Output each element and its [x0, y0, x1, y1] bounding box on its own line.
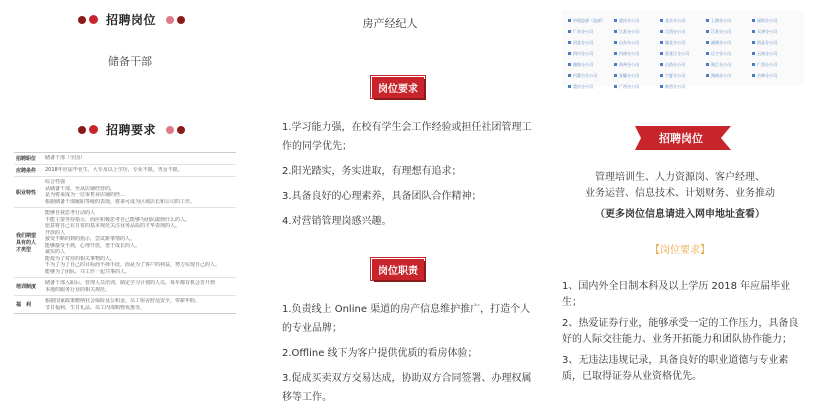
badge-label: 岗位职责 — [372, 259, 424, 280]
branch-link-label: 重庆分公司 — [573, 83, 593, 89]
branch-link-label: 浙江分公司 — [711, 61, 731, 67]
square-bullet-icon — [660, 30, 663, 33]
list-item: 1.学习能力强，在校有学生会工作经验或担任社团管理工作的同学优先； — [282, 122, 532, 152]
branch-link[interactable] — [660, 27, 706, 36]
table-row — [14, 177, 236, 208]
branch-link[interactable] — [752, 27, 798, 36]
branch-link-label: 江苏分公司 — [711, 28, 731, 34]
square-bullet-icon — [752, 63, 755, 66]
table-row-body — [42, 153, 236, 164]
branch-link-label: 内蒙古分公司 — [573, 72, 597, 78]
branch-link-label: 广西分公司 — [757, 61, 777, 67]
branch-link-label: 广西分公司 — [619, 83, 639, 89]
square-bullet-icon — [568, 85, 571, 88]
branch-link-label: 辽宁分公司 — [711, 50, 731, 56]
branch-link-label: 广东分公司 — [573, 28, 593, 34]
bullet-dot-icon — [89, 15, 98, 24]
branch-link[interactable] — [568, 27, 614, 36]
section-heading-positions — [78, 11, 185, 28]
table-row — [14, 278, 236, 296]
requirements-list — [282, 118, 532, 231]
table-cell-line: 接受不断的到的指示，尝试新事情的人。 — [45, 236, 136, 242]
table-row-body — [42, 177, 236, 207]
table-cell-line: 2018年应届毕业生，大专及以上学历，专业不限，男女不限。 — [45, 167, 183, 173]
branch-link[interactable] — [568, 71, 614, 80]
branch-link[interactable] — [706, 27, 752, 36]
requirements-badge — [370, 75, 426, 99]
branch-link[interactable] — [568, 49, 614, 58]
table-cell-line: 从储备干部，至从店铺经营的， — [45, 185, 116, 192]
square-bullet-icon — [660, 85, 663, 88]
branch-link-label: 湖北分公司 — [665, 39, 685, 45]
branch-link-label: 安徽分公司 — [619, 72, 639, 78]
square-bullet-icon — [568, 63, 571, 66]
table-cell-line: 本地的服务行业的相关规范。 — [45, 286, 111, 293]
more-info-note: （更多岗位信息请进入网申地址查看） — [595, 209, 765, 220]
bullet-dot-icon — [78, 126, 86, 134]
bullet-dot-icon — [166, 16, 174, 24]
table-row-header: 福 利 — [16, 302, 32, 308]
branch-link[interactable] — [614, 27, 660, 36]
bullet-dot-icon — [89, 125, 98, 134]
branch-link[interactable] — [614, 49, 660, 58]
branch-link[interactable] — [706, 60, 752, 69]
branch-link[interactable] — [660, 16, 706, 25]
position-title: 房产经纪人 — [362, 17, 418, 30]
branch-link[interactable] — [614, 16, 660, 25]
square-bullet-icon — [706, 74, 709, 77]
square-bullet-icon — [614, 41, 617, 44]
table-row-header: 我们期望具有的人才类型 — [16, 233, 37, 253]
table-cell-line: 综合性强 — [45, 179, 66, 185]
branch-link[interactable] — [614, 71, 660, 80]
section-title: 招聘岗位 — [106, 13, 157, 27]
table-cell-line: 储备干部（全国） — [45, 155, 86, 161]
table-row-header: 培训制度 — [16, 284, 37, 290]
branch-link-label: 宁夏分公司 — [665, 72, 685, 78]
bullet-dot-icon — [78, 16, 86, 24]
branch-link[interactable] — [568, 82, 614, 91]
branch-link-label: 天津分公司 — [757, 28, 777, 34]
positions-text — [540, 170, 820, 202]
square-bullet-icon — [568, 52, 571, 55]
square-bullet-icon — [568, 74, 571, 77]
branch-link[interactable] — [568, 60, 614, 69]
duties-badge — [370, 257, 426, 281]
table-row-header: 应聘条件 — [16, 168, 37, 174]
table-row-body — [42, 278, 236, 295]
square-bullet-icon — [752, 19, 755, 22]
square-bullet-icon — [614, 30, 617, 33]
branch-link-label: 河北分公司 — [573, 39, 593, 45]
square-bullet-icon — [706, 52, 709, 55]
table-cell-line: 能按为了对待的相关事物的人。 — [45, 255, 116, 262]
list-item: 2.阳光踏实，务实进取，有理想有追求； — [282, 166, 462, 177]
square-bullet-icon — [614, 19, 617, 22]
square-bullet-icon — [752, 30, 755, 33]
branch-link-label: 江西分公司 — [665, 28, 685, 34]
table-cell-line: 根据国家政策缴纳社会保险及公积金，员工宿舍舒适安全，带薪年假、 — [45, 298, 201, 304]
branch-link-label: 江苏分公司 — [619, 28, 639, 34]
branch-link[interactable] — [614, 38, 660, 47]
square-bullet-icon — [614, 63, 617, 66]
square-bullet-icon — [660, 19, 663, 22]
branch-link[interactable] — [568, 16, 614, 25]
square-bullet-icon — [568, 19, 571, 22]
table-cell-line: 能够自我思考行动的人 — [45, 210, 96, 216]
list-item: 2.Offline 线下为客户提供优质的看房体验； — [282, 348, 478, 359]
branch-link[interactable] — [706, 49, 752, 58]
table-row — [14, 165, 236, 177]
requirement-item: 1、国内外全日制本科及以上学历 2018 年应届毕业生； — [562, 281, 791, 308]
branch-link-label: 山东分公司 — [619, 39, 639, 45]
branch-link-label: 吉林分公司 — [757, 72, 777, 78]
branch-link-label: 云南分公司 — [757, 50, 777, 56]
branch-link[interactable] — [752, 49, 798, 58]
table-row — [14, 153, 236, 165]
branch-link-label: 中国总部（总部） — [573, 17, 605, 23]
ribbon-label: 招聘岗位 — [641, 126, 721, 150]
square-bullet-icon — [706, 63, 709, 66]
table-cell-line: 储备干部入职后，管理人员培训，制定学习计划的人员，每年都有机会晋升到 — [45, 280, 216, 286]
branch-link-grid — [562, 10, 804, 97]
table-row-header: 职业特性 — [16, 189, 37, 196]
branch-link-label: 贵州分公司 — [619, 61, 639, 67]
branch-link-label: 山西分公司 — [665, 61, 685, 67]
bullet-dot-icon — [177, 126, 185, 134]
square-bullet-icon — [752, 41, 755, 44]
list-item: 1.负责线上 Online 渠道的房产信息维护推广，打造个人的专业品牌； — [282, 304, 531, 334]
table-cell-line: 愿意将自己在日常的基本规范关注业务品质的才华表现的人。 — [45, 223, 181, 229]
branch-link[interactable] — [614, 60, 660, 69]
table-cell-line: 节日福利，生日礼品、员工内部购物优惠等。 — [45, 304, 146, 311]
branch-link-label: 四川分公司 — [573, 50, 593, 56]
list-item: 3.具备良好的心理素养，具备团队合作精神； — [282, 191, 482, 202]
requirement-item: 3、无违法违规记录，具备良好的职业道德与专业素质，已取得证券从业资格优先。 — [562, 355, 789, 382]
branch-link-label: 北京分公司 — [665, 17, 685, 23]
section-title: 招聘要求 — [106, 123, 157, 137]
list-item: 3.促成买卖双方交易达成，协助双方合同签署、办理权属移等工作。 — [282, 373, 532, 403]
branch-link-label: 上海分公司 — [711, 17, 731, 23]
right-requirements-list — [562, 279, 806, 390]
branch-link[interactable] — [568, 38, 614, 47]
requirement-item: 2、热爱证券行业，能够承受一定的工作压力，具备良好的人际交往能力、业务开拓能力和团队协作能力； — [562, 318, 799, 345]
square-bullet-icon — [706, 41, 709, 44]
branch-link[interactable] — [706, 16, 752, 25]
branch-link[interactable] — [752, 16, 798, 25]
table-cell-line: 能够为了团队，共工作一起共事的人。 — [45, 268, 131, 275]
bullet-dot-icon — [166, 126, 174, 134]
branch-link-label: 福建分公司 — [711, 39, 731, 45]
list-item: 4.对营销管理岗感兴趣。 — [282, 216, 392, 227]
badge-label: 岗位要求 — [372, 77, 424, 98]
table-row-body — [42, 208, 236, 277]
square-bullet-icon — [614, 74, 617, 77]
table-cell-line: 开放的人 — [45, 229, 66, 236]
branch-link[interactable] — [706, 71, 752, 80]
section-heading-requirements — [78, 121, 185, 138]
position-name: 储备干部 — [108, 55, 152, 68]
branch-link-label: 黑龙江分公司 — [665, 50, 689, 56]
bullet-dot-icon — [177, 16, 185, 24]
branch-link[interactable] — [614, 82, 660, 91]
square-bullet-icon — [660, 41, 663, 44]
square-bullet-icon — [660, 74, 663, 77]
requirements-label: 【岗位要求】 — [650, 245, 710, 256]
left-panel — [0, 0, 240, 418]
table-cell-line: 是为将来成为一位零售业店铺的经... — [45, 192, 125, 198]
square-bullet-icon — [614, 85, 617, 88]
table-row-header: 招聘职位 — [16, 156, 37, 162]
table-cell-line: 能够接受不熟，心理开放，勇于成长的人。 — [45, 242, 141, 249]
branch-link-label: 河南分公司 — [619, 50, 639, 56]
square-bullet-icon — [660, 63, 663, 66]
branch-link[interactable] — [660, 49, 706, 58]
square-bullet-icon — [568, 41, 571, 44]
table-row-body — [42, 165, 236, 176]
square-bullet-icon — [660, 52, 663, 55]
branch-link-label: 西北分公司 — [757, 39, 777, 45]
table-cell-line: 不为了为了自己的目标而不择手段，而是为了客户的利益，努力实现自己的人。 — [45, 262, 221, 268]
branch-link[interactable] — [660, 38, 706, 47]
square-bullet-icon — [568, 30, 571, 33]
table-cell-line: 诚实的人 — [45, 249, 66, 255]
square-bullet-icon — [752, 52, 755, 55]
table-cell-line: 根据储备干部履职等级的表现，将来可成为区域店长和公司的工作。 — [45, 198, 196, 205]
square-bullet-icon — [706, 19, 709, 22]
positions-ribbon — [635, 126, 733, 150]
branch-link[interactable] — [660, 60, 706, 69]
branch-link[interactable] — [752, 60, 798, 69]
table-row-body — [42, 296, 236, 313]
positions-line: 管理培训生、人力资源岗、客户经理、 — [595, 172, 765, 183]
branch-link-label: 陕西分公司 — [665, 83, 685, 89]
branch-link-label: 深圳分公司 — [757, 17, 777, 23]
branch-link[interactable] — [752, 38, 798, 47]
middle-panel — [240, 0, 540, 418]
branch-link-label: 海南分公司 — [711, 72, 731, 78]
right-panel — [540, 0, 820, 418]
branch-link[interactable] — [706, 38, 752, 47]
table-row — [14, 296, 236, 313]
positions-line: 业务运营、信息技术、计划财务、业务推动 — [585, 188, 775, 199]
branch-links-box — [562, 10, 804, 89]
branch-link-label: 重庆分公司 — [619, 17, 639, 23]
duties-list — [282, 300, 532, 407]
square-bullet-icon — [752, 74, 755, 77]
table-cell-line: 不能主要等待指示，而应积极思考自己能够为团队做到什么的人。 — [45, 216, 191, 223]
square-bullet-icon — [614, 52, 617, 55]
square-bullet-icon — [706, 30, 709, 33]
requirements-table — [14, 152, 236, 314]
table-row — [14, 208, 236, 278]
branch-link-label: 湖南分公司 — [573, 61, 593, 67]
branch-link[interactable] — [660, 82, 706, 91]
branch-link[interactable] — [752, 71, 798, 80]
branch-link[interactable] — [660, 71, 706, 80]
